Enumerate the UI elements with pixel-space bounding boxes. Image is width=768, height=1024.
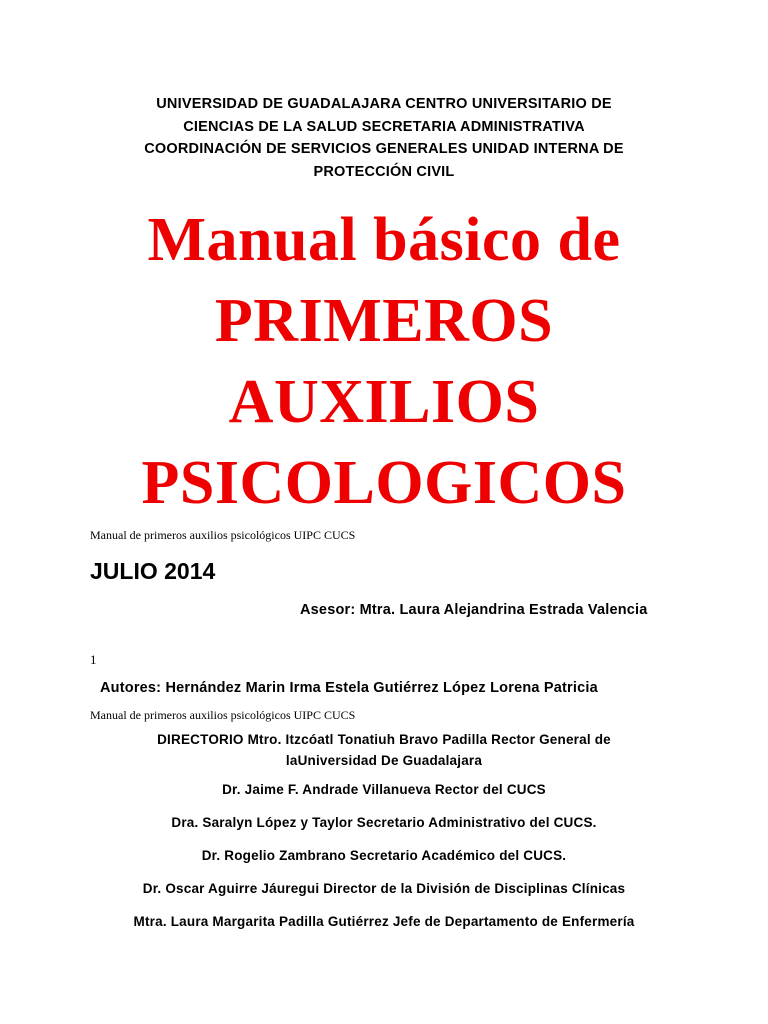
- publication-date: JULIO 2014: [90, 558, 216, 584]
- directory-lead-line: laUniversidad De Guadalajara: [285, 753, 483, 768]
- directory-lead-line: DIRECTORIO Mtro. Itzcóatl Tonatiuh Bravo Padilla Rector General de: [157, 732, 611, 747]
- running-header: Manual de primeros auxilios psicológicos UIPC CUCS: [90, 528, 356, 542]
- header-line: CIENCIAS DE LA SALUD SECRETARIA ADMINISTRATIVA: [183, 118, 585, 135]
- directory-member: Dr. Rogelio Zambrano Secretario Académico del CUCS.: [201, 848, 567, 863]
- directory-member: Mtra. Laura Margarita Padilla Gutiérrez Jefe de Departamento de Enfermería: [133, 914, 635, 929]
- directory-member: Dr. Oscar Aguirre Jáuregui Director de la División de Disciplinas Clínicas: [142, 881, 626, 896]
- title-line: AUXILIOS: [228, 368, 540, 436]
- title-line: PSICOLOGICOS: [141, 449, 627, 517]
- document-title: [0, 200, 768, 524]
- institution-header: [90, 93, 678, 183]
- directory-lead: [90, 729, 678, 771]
- header-line: PROTECCIÓN CIVIL: [313, 163, 455, 180]
- header-line: COORDINACIÓN DE SERVICIOS GENERALES UNIDAD INTERNA DE: [144, 141, 624, 157]
- directory-member: Dra. Saralyn López y Taylor Secretario Administrativo del CUCS.: [171, 815, 597, 830]
- authors-line: Autores: Hernández Marin Irma Estela Gutiérrez López Lorena Patricia: [100, 680, 598, 696]
- directory-member: Dr. Jaime F. Andrade Villanueva Rector del CUCS: [222, 782, 546, 797]
- advisor-line: Asesor: Mtra. Laura Alejandrina Estrada Valencia: [300, 602, 648, 618]
- title-line: PRIMEROS: [214, 287, 554, 355]
- directory-section: [90, 729, 678, 945]
- header-line: UNIVERSIDAD DE GUADALAJARA CENTRO UNIVERSITARIO DE: [156, 96, 612, 112]
- title-line: Manual básico de: [147, 206, 621, 274]
- running-header: Manual de primeros auxilios psicológicos UIPC CUCS: [90, 708, 356, 722]
- page-number: 1: [90, 652, 97, 667]
